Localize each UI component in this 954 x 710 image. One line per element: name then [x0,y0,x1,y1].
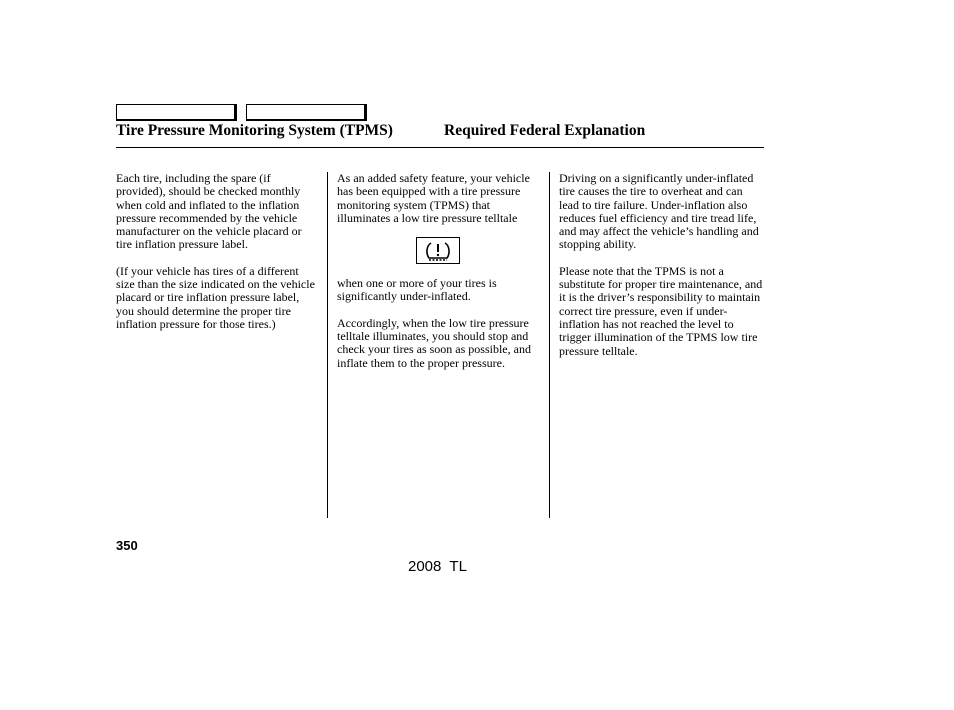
paragraph: Please note that the TPMS is not a substitute for proper tire maintenance, and it is the driver’s responsibility to maintain correct tire pressure, even if under-inflation has not reached the level to trigger illumination of the TPMS low tire pressure telltale. [559,263,763,358]
column-divider-2 [549,172,550,518]
paragraph: As an added safety feature, your vehicle has been equipped with a tire pressure monitoring system (TPMS) that illuminates a low tire pressure telltale [337,171,530,225]
footer-model: 2008 TL [408,558,467,575]
paragraph: Driving on a significantly under-inflated tire causes the tire to overheat and can lead to tire failure. Under-inflation also reduces fuel efficiency and tire tread life, and may affect the vehicle’s handling and stopping ability. [559,171,759,252]
paragraph: Accordingly, when the low tire pressure telltale illuminates, you should stop and check your tires as soon as possible, and inflate them to the proper pressure. [337,315,531,370]
page-header [116,121,764,148]
column-divider-1 [327,172,328,518]
section-tab-1 [116,104,237,121]
header-title-right: Required Federal Explanation [444,122,646,139]
text-column-2 [337,172,543,383]
low-tire-pressure-telltale-icon [416,237,460,264]
paragraph: when one or more of your tires is significantly under-inflated. [337,276,497,304]
text-column-1 [116,172,320,344]
page-number: 350 [116,538,138,553]
text-column-3 [559,172,765,371]
header-title-left: Tire Pressure Monitoring System (TPMS) [116,122,393,139]
paragraph: Each tire, including the spare (if provided), should be checked monthly when cold and inflated to the inflation pressure recommended by the vehicle manufacturer on the vehicle placard or tire inflation pressure label. [116,171,302,252]
paragraph: (If your vehicle has tires of a different size than the size indicated on the vehicle placard or tire inflation pressure label, you should determine the proper tire inflation pressure for those tires.) [116,263,315,331]
section-tab-2 [246,104,367,121]
